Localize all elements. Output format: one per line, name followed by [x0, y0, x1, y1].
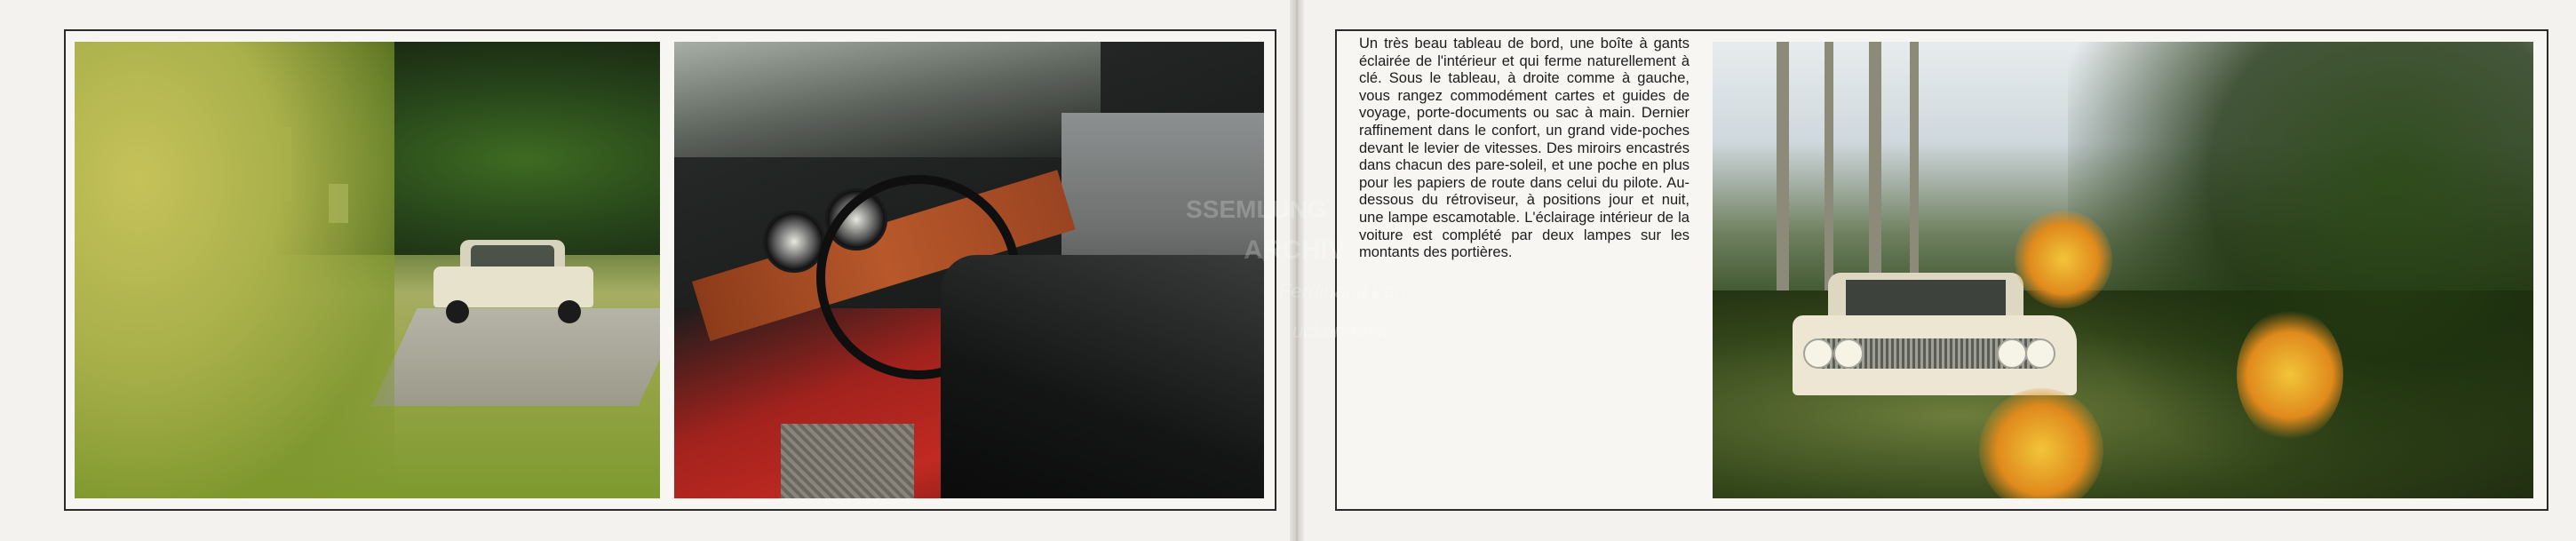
speedometer-gauge [763, 211, 825, 273]
yellow-flower [2237, 308, 2343, 442]
photo-car-on-forest-road [75, 42, 660, 498]
brochure-spine [1290, 0, 1304, 541]
watermark-line: ARCHIV [1244, 235, 1347, 265]
photo-car-in-forest-with-flowers [1713, 42, 2533, 498]
floor-mat [781, 424, 914, 498]
windshield [674, 42, 1101, 157]
photo-dashboard-interior [674, 42, 1264, 498]
watermark-line: SSEMLUNG [1186, 195, 1327, 223]
watermark-line: Ferdinand Lan [1279, 280, 1405, 302]
watermark-line: uckerfabrik2 [1292, 320, 1399, 342]
black-leather-seat [941, 255, 1264, 498]
blurred-grass-foreground [75, 42, 394, 498]
yellow-flower [2015, 211, 2112, 308]
body-text: Un très beau tableau de bord, une boîte à gants éclairée de l'intérieur et qui ferme naturellement à clé. Sous le tableau, à droite comme à gauche, vous rangez commodément cartes et guides de voyage, porte-documents ou sac à main. Dernier raffinement dans le confort, un grand vide-poches devant le levier de vitesses. Des miroirs encastrés dans chacun des pare-soleil, et une poche en plus pour les papiers de route dans celui du pilote. Au-dessous du rétroviseur, à positions jour et nuit, une lampe escamotable. L'éclairage intérieur de la voiture est complété par deux lampes sur les montants des portières. [1359, 36, 1690, 261]
white-sedan [433, 236, 593, 325]
